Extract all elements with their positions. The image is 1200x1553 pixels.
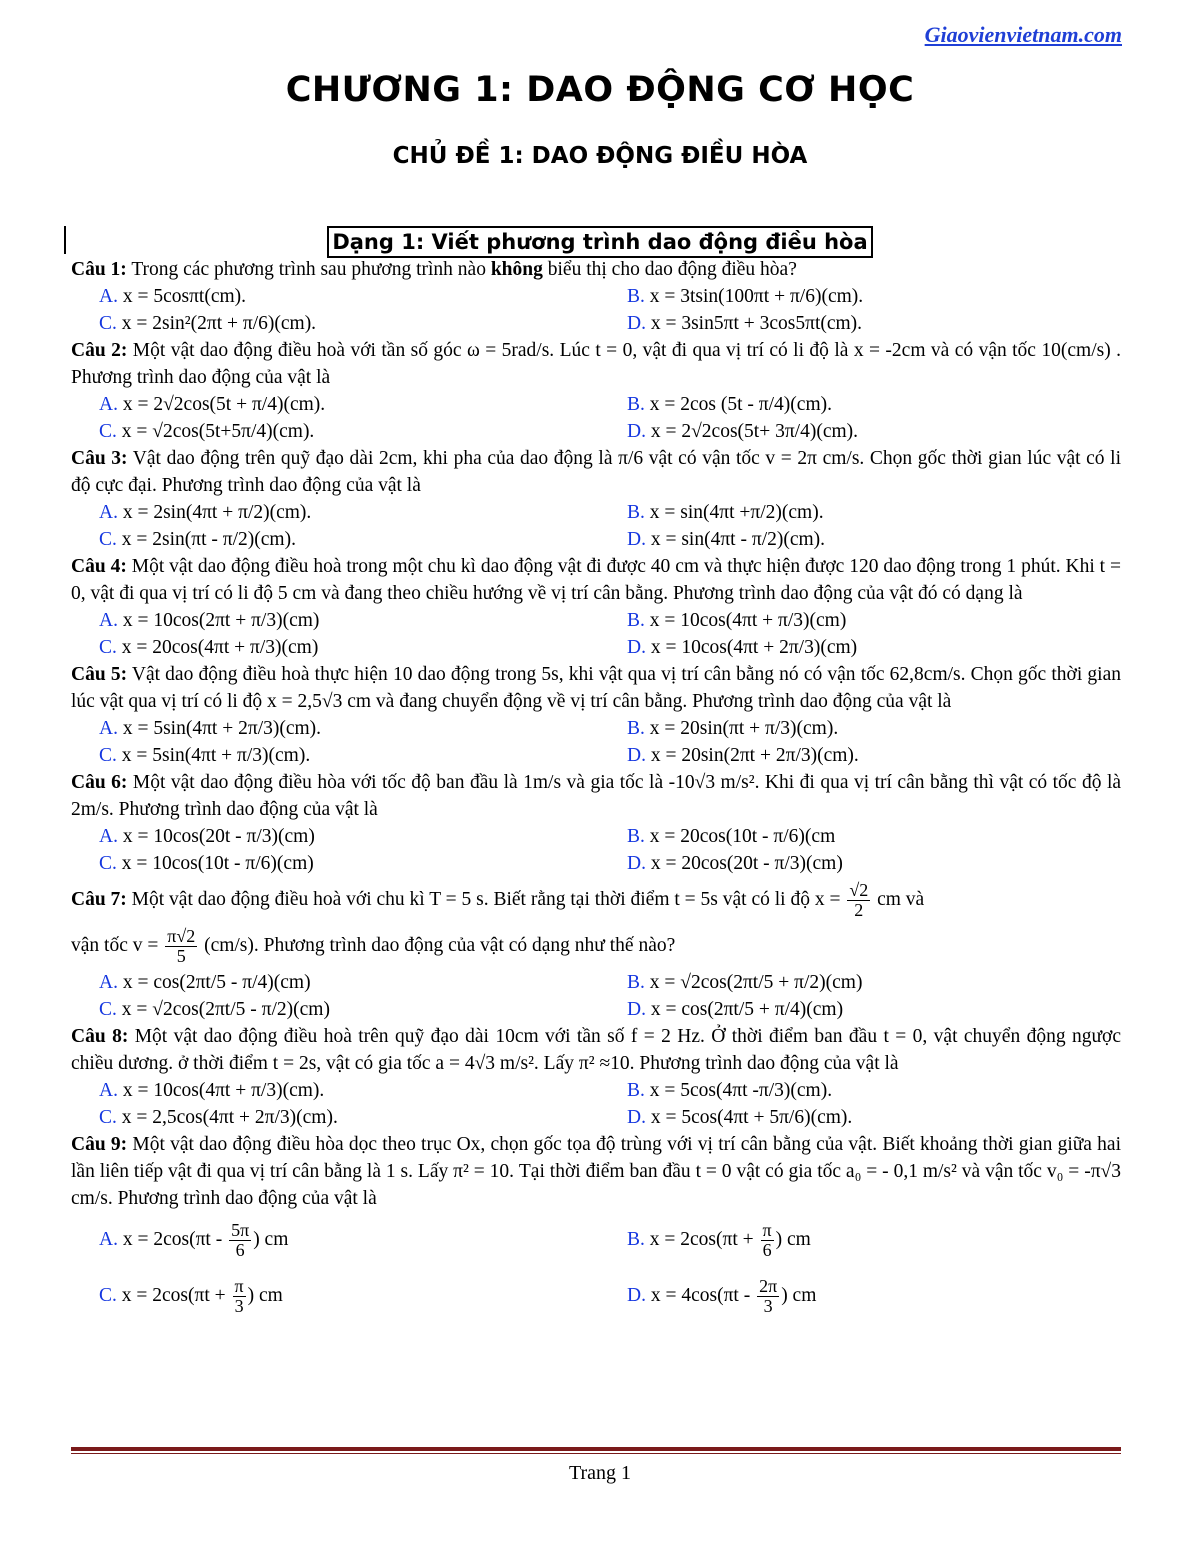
question-keyword: không: [490, 259, 543, 280]
question-label: Câu 3:: [71, 448, 128, 469]
question-7-cont: vận tốc v = $\frac{\pi√2}{5}$ (cm/s). Phương trình dao động của vật có dạng như thế nào?: [71, 926, 676, 967]
question-text: Một vật dao động điều hoà trên quỹ đạo dài 10cm với tần số f = 2 Hz. Ở thời điểm ban đầu t = 0, vật chuyển động ngược chiều dương. ở thời điểm t = 2s, vật có gia tốc a = 4√3 m/s². Lấy π² ≈10. Phương trình dao động của vật là: [71, 1026, 1122, 1074]
option-a: A. x = cos(2πt/5 - π/4)(cm): [99, 972, 311, 993]
option-c: C. x = √2cos(5t+5π/4)(cm).: [99, 421, 315, 442]
question-label: Câu 2:: [71, 340, 128, 361]
option-c: C. x = 5sin(4πt + π/3)(cm).: [99, 745, 311, 766]
chapter-title: CHƯƠNG 1: DAO ĐỘNG CƠ HỌC: [285, 70, 915, 110]
question-text: Một vật dao động điều hoà với tần số góc ω = 5rad/s. Lúc t = 0, vật đi qua vị trí có li độ là x = -2cm và có vận tốc 10(cm/s) . Phương trình dao động của vật là: [71, 340, 1121, 388]
option-b: B. x = sin(4πt +π/2)(cm).: [627, 502, 824, 523]
question-3: [71, 445, 1121, 499]
question-8-options: [71, 1077, 1121, 1131]
question-9: [71, 1131, 1121, 1212]
question-label: Câu 8:: [71, 1026, 129, 1047]
option-c: C. x = 20cos(4πt + π/3)(cm): [99, 637, 319, 658]
option-c: C. x = 2cos(πt + $\frac{\pi}{3}$ ) cm: [99, 1276, 283, 1317]
option-d: D. x = 10cos(4πt + 2π/3)(cm): [627, 637, 858, 658]
question-label: Câu 9:: [71, 1134, 128, 1155]
footer-rule: [71, 1447, 1121, 1451]
fraction: $\frac{√2}{2}$: [849, 880, 869, 921]
page-number: Trang 1: [568, 1462, 632, 1484]
option-c: C. x = √2cos(2πt/5 - π/2)(cm): [99, 999, 330, 1020]
option-b: B. x = 2cos (5t - π/4)(cm).: [627, 394, 832, 415]
question-text: Vật dao động trên quỹ đạo dài 2cm, khi pha của dao động là π/6 vật có vận tốc v = 2π cm/s. Chọn gốc thời gian lúc vật có li độ cực đại. Phương trình dao động của vật là: [71, 448, 1122, 496]
option-b: B. x = 20cos(10t - π/6)(cm: [627, 826, 836, 847]
option-a: A. x = 5cosπt(cm).: [99, 286, 247, 307]
option-d: D. x = 2√2cos(5t+ 3π/4)(cm).: [627, 421, 859, 442]
question-text: biểu thị cho dao động điều hòa?: [542, 259, 797, 280]
type-title: Dạng 1: Viết phương trình dao động điều hòa: [327, 226, 872, 258]
question-label: Câu 5:: [71, 664, 128, 685]
option-d: D. x = 20sin(2πt + 2π/3)(cm).: [627, 745, 859, 766]
question-2: [71, 337, 1121, 391]
topic-title: CHỦ ĐỀ 1: DAO ĐỘNG ĐIỀU HÒA: [392, 143, 808, 169]
question-5: [71, 661, 1121, 715]
option-b: B. x = √2cos(2πt/5 + π/2)(cm): [627, 972, 863, 993]
question-2-options: [71, 391, 1121, 445]
question-text: Trong các phương trình sau phương trình nào: [126, 259, 491, 280]
option-c: C. x = 2,5cos(4πt + 2π/3)(cm).: [99, 1107, 338, 1128]
option-d: D. x = 4cos(πt - $\frac{2\pi}{3}$ ) cm: [627, 1276, 817, 1317]
option-b: B. x = 20sin(πt + π/3)(cm).: [627, 718, 839, 739]
question-label: Câu 7:: [71, 889, 127, 910]
question-1-options: [71, 283, 1121, 337]
option-a: A. x = 10cos(2πt + π/3)(cm): [99, 610, 320, 631]
question-8: [71, 1023, 1121, 1077]
question-7-options: [71, 969, 1121, 1023]
question-label: Câu 4:: [71, 556, 127, 577]
question-3-options: [71, 499, 1121, 553]
option-d: D. x = cos(2πt/5 + π/4)(cm): [627, 999, 844, 1020]
question-5-options: [71, 715, 1121, 769]
question-text: Vật dao động điều hoà thực hiện 10 dao động trong 5s, khi vật qua vị trí cân bằng nó có vận tốc 62,8cm/s. Chọn gốc thời gian lúc vật qua vị trí có li độ x = 2,5√3 cm và đang chuyển động về vị trí cân bằng. Phương trình dao động của vật là: [71, 664, 1121, 712]
option-d: D. x = 3sin5πt + 3cos5πt(cm).: [627, 313, 863, 334]
question-1: [71, 256, 1121, 283]
question-text: Một vật dao động điều hòa với tốc độ ban đầu là 1m/s và gia tốc là -10√3 m/s². Khi đi qua vị trí cân bằng thì vật có tốc độ là 2m/s. Phương trình dao động của vật là: [71, 772, 1122, 820]
option-b: B. x = 10cos(4πt + π/3)(cm): [627, 610, 847, 631]
option-a: A. x = 2sin(4πt + π/2)(cm).: [99, 502, 312, 523]
question-6: [71, 769, 1121, 823]
option-d: D. x = 5cos(4πt + 5π/6)(cm).: [627, 1107, 853, 1128]
option-a: A. x = 5sin(4πt + 2π/3)(cm).: [99, 718, 322, 739]
option-a: A. x = 2√2cos(5t + π/4)(cm).: [99, 394, 326, 415]
question-label: Câu 1:: [71, 259, 127, 280]
option-b: B. x = 5cos(4πt -π/3)(cm).: [627, 1080, 833, 1101]
option-b: B. x = 2cos(πt + $\frac{\pi}{6}$ ) cm: [627, 1220, 811, 1261]
option-d: D. x = sin(4πt - π/2)(cm).: [627, 529, 826, 550]
option-c: C. x = 2sin²(2πt + π/6)(cm).: [99, 313, 317, 334]
option-a: A. x = 10cos(20t - π/3)(cm): [99, 826, 315, 847]
option-b: B. x = 3tsin(100πt + π/6)(cm).: [627, 286, 864, 307]
fraction: $\frac{\pi√2}{5}$: [167, 926, 196, 967]
question-list: [71, 256, 1121, 1324]
question-text: Một vật dao động điều hòa dọc theo trục Ox, chọn gốc tọa độ trùng với vị trí cân bằng của vật. Biết khoảng thời gian giữa hai lần liên tiếp vật đi qua vị trí cân bằng là 1 s. Lấy π² = 10. Tại thời điểm ban đầu t = 0 vật có gia tốc a₀ = - 0,1 m/s² và vận tốc v₀ = -π√3 cm/s. Phương trình dao động của vật là: [71, 1134, 1121, 1209]
question-9-options: [71, 1212, 1121, 1324]
option-c: C. x = 10cos(10t - π/6)(cm): [99, 853, 314, 874]
site-link[interactable]: Giaovienvietnam.com: [924, 22, 1122, 47]
option-a: A. x = 10cos(4πt + π/3)(cm).: [99, 1080, 325, 1101]
question-label: Câu 6:: [71, 772, 128, 793]
question-6-options: [71, 823, 1121, 877]
question-4: [71, 553, 1121, 607]
question-7: Câu 7: Một vật dao động điều hoà với chu kì T = 5 s. Biết rằng tại thời điểm t = 5s vật có li độ x = $\frac{√2}{2}$ cm và: [71, 880, 925, 921]
option-d: D. x = 20cos(20t - π/3)(cm): [627, 853, 843, 874]
question-text: Một vật dao động điều hoà trong một chu kì dao động vật đi được 40 cm và thực hiện được 120 dao động trong 1 phút. Khi t = 0, vật đi qua vị trí có li độ 5 cm và đang theo chiều hướng về vị trí cân bằng. Phương trình dao động của vật đó có dạng là: [71, 556, 1121, 604]
option-c: C. x = 2sin(πt - π/2)(cm).: [99, 529, 296, 550]
type-heading: [0, 226, 1200, 258]
question-4-options: [71, 607, 1121, 661]
footer-rule-thin: [71, 1453, 1121, 1454]
option-a: A. x = 2cos(πt - $\frac{5\pi}{6}$ ) cm: [99, 1220, 289, 1261]
